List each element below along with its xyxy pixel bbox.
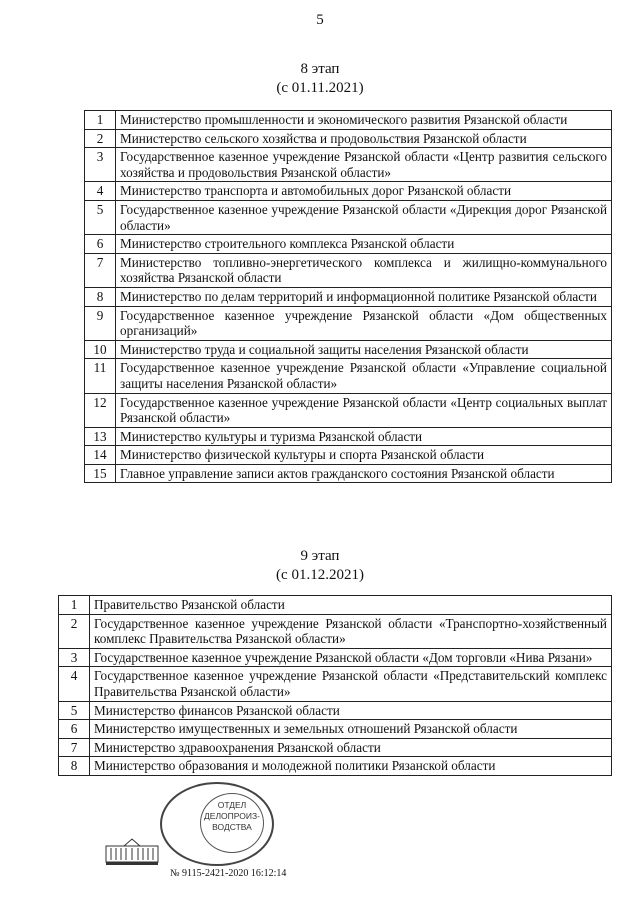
organization-name: Главное управление записи актов гражданского состояния Рязанской области: [116, 464, 612, 483]
row-number: 11: [85, 359, 116, 393]
table-row: [85, 200, 612, 234]
organization-name: Правительство Рязанской области: [90, 596, 612, 615]
stage-9-title: 9 этап: [300, 548, 340, 564]
row-number: 8: [59, 757, 90, 776]
row-number: 10: [85, 340, 116, 359]
organization-name: Государственное казенное учреждение Рязанской области «Транспортно-хозяйственный комплекс Правительства Рязанской области»: [90, 614, 612, 648]
organization-name: Министерство имущественных и земельных отношений Рязанской области: [90, 720, 612, 739]
table-row: [59, 720, 612, 739]
row-number: 4: [85, 182, 116, 201]
table-row: [59, 701, 612, 720]
organization-name: Министерство финансов Рязанской области: [90, 701, 612, 720]
organization-name: Государственное казенное учреждение Рязанской области «Представительский комплекс Правительства Рязанской области»: [90, 667, 612, 701]
table-row: [85, 287, 612, 306]
organization-name: Министерство образования и молодежной политики Рязанской области: [90, 757, 612, 776]
table-row: [85, 446, 612, 465]
seal-line: ОТДЕЛ: [217, 800, 247, 810]
organization-name: Министерство по делам территорий и информационной политике Рязанской области: [116, 287, 612, 306]
table-row: [85, 427, 612, 446]
row-number: 8: [85, 287, 116, 306]
table-row: [85, 148, 612, 182]
row-number: 9: [85, 306, 116, 340]
table-row: [59, 614, 612, 648]
organization-name: Государственное казенное учреждение Рязанской области «Дом торговли «Нива Рязани»: [90, 648, 612, 667]
document-registration-number: № 9115-2421-2020 16:12:14: [170, 868, 287, 879]
stage-8-title: 8 этап: [300, 61, 340, 77]
organization-name: Министерство строительного комплекса Рязанской области: [116, 235, 612, 254]
row-number: 5: [85, 200, 116, 234]
organization-name: Министерство здравоохранения Рязанской области: [90, 738, 612, 757]
table-row: [85, 182, 612, 201]
table-row: [85, 340, 612, 359]
row-number: 4: [59, 667, 90, 701]
table-row: [85, 111, 612, 130]
row-number: 5: [59, 701, 90, 720]
row-number: 3: [85, 148, 116, 182]
organization-name: Государственное казенное учреждение Рязанской области «Центр развития сельского хозяйства и продовольствия Рязанской области»: [116, 148, 612, 182]
row-number: 7: [85, 253, 116, 287]
row-number: 6: [59, 720, 90, 739]
organization-name: Министерство топливно-энергетического комплекса и жилищно-коммунального хозяйства Рязанской области: [116, 253, 612, 287]
organization-name: Государственное казенное учреждение Рязанской области «Дом общественных организаций»: [116, 306, 612, 340]
table-row: [85, 253, 612, 287]
table-row: [85, 306, 612, 340]
table-row: [59, 667, 612, 701]
table-row: [85, 235, 612, 254]
row-number: 2: [85, 129, 116, 148]
table-row: [85, 359, 612, 393]
row-number: 1: [59, 596, 90, 615]
stage-8-table: [84, 110, 612, 483]
organization-name: Государственное казенное учреждение Рязанской области «Управление социальной защиты населения Рязанской области»: [116, 359, 612, 393]
stage-8-date: (с 01.11.2021): [276, 80, 364, 96]
organization-name: Министерство физической культуры и спорта Рязанской области: [116, 446, 612, 465]
table-row: [59, 648, 612, 667]
organization-name: Государственное казенное учреждение Рязанской области «Дирекция дорог Рязанской области»: [116, 200, 612, 234]
stage-9-table: [58, 595, 612, 776]
table-row: [85, 464, 612, 483]
table-row: [85, 129, 612, 148]
table-row: [59, 757, 612, 776]
table-row: [59, 596, 612, 615]
row-number: 15: [85, 464, 116, 483]
organization-name: Министерство труда и социальной защиты населения Рязанской области: [116, 340, 612, 359]
organization-name: Министерство сельского хозяйства и продовольствия Рязанской области: [116, 129, 612, 148]
row-number: 6: [85, 235, 116, 254]
seal-center: [200, 793, 264, 853]
page-number: 5: [316, 12, 324, 28]
row-number: 3: [59, 648, 90, 667]
organization-name: Государственное казенное учреждение Рязанской области «Центр социальных выплат Рязанской области»: [116, 393, 612, 427]
seal-line: ВОДСТВА: [212, 822, 252, 832]
row-number: 14: [85, 446, 116, 465]
table-row: [85, 393, 612, 427]
row-number: 7: [59, 738, 90, 757]
organization-name: Министерство культуры и туризма Рязанской области: [116, 427, 612, 446]
row-number: 13: [85, 427, 116, 446]
stage-9-date: (с 01.12.2021): [276, 567, 364, 583]
organization-name: Министерство промышленности и экономического развития Рязанской области: [116, 111, 612, 130]
organization-name: Министерство транспорта и автомобильных дорог Рязанской области: [116, 182, 612, 201]
row-number: 2: [59, 614, 90, 648]
building-emblem-icon: [104, 836, 160, 866]
table-row: [59, 738, 612, 757]
seal-line: ДЕЛОПРОИЗ-: [204, 811, 260, 821]
row-number: 12: [85, 393, 116, 427]
row-number: 1: [85, 111, 116, 130]
